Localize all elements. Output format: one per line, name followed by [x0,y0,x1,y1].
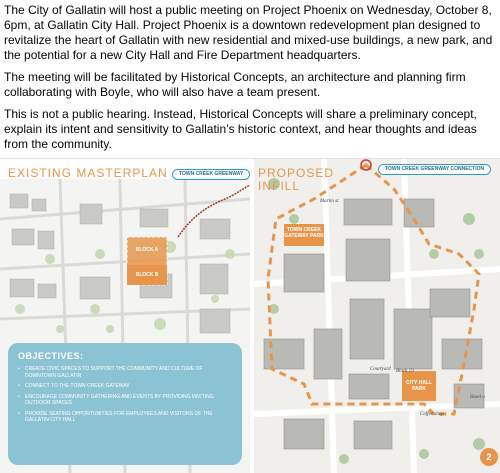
objective-item: • CREATE CIVIC SPACES TO SUPPORT THE COMMUNITY AND CULTURE OF DOWNTOWN GALLATIN [18,366,232,379]
block-a-label: BLOCK A [135,247,159,253]
objectives-title: OBJECTIVES: [18,351,84,361]
existing-masterplan-panel [0,159,250,473]
proposed-heading-line2: INFILL [258,179,301,193]
post-paragraph-2: The meeting will be facilitated by Historical Concepts, an architecture and planning firm collaborating with Boyle, who will also have a team present. [4,70,466,99]
proposed-infill-heading [258,167,348,193]
objective-item: • CONNECT TO THE TOWN CREEK GATEWAY [18,383,232,390]
block-19-label: Block 19 [396,369,414,374]
page-number-badge: 2 [480,448,498,466]
proposed-infill-panel [254,159,500,473]
objective-item: • PROVIDE SEATING OPPORTUNITIES FOR EMPLOYEES AND VISITORS OF THE GALLATIN CITY HALL [18,411,232,424]
city-hall-park-label: CITY HALL PARK [405,380,433,392]
courtyard-label: Courtyard [370,367,391,372]
proposed-heading-line1: PROPOSED [258,166,335,180]
post-paragraph-3: This is not a public hearing. Instead, Historical Concepts will share a preliminary concept, explain its intent and sensitivity to Gallatin’s historic context, and hear thoughts and ideas from the community. [4,107,477,151]
greenway-connection-label: TOWN CREEK GREENWAY CONNECTION [378,164,491,175]
objectives-list [18,366,232,424]
gateway-park-label: TOWN CREEK GATEWAY PARK [284,227,324,239]
martin-street-label: Martin st [320,199,339,204]
town-creek-greenway-label: TOWN CREEK GREENWAY [172,169,250,180]
coffee-shop-label: Coffee shop [420,412,444,417]
post-image[interactable] [0,158,500,473]
post-text [4,3,498,159]
hotel-label: Hotel o [470,395,485,400]
objectives-box [8,343,242,465]
post-paragraph-1: The City of Gallatin will host a public meeting on Project Phoenix on Wednesday, October 8, 6pm, at Gallatin City Hall. Project Phoenix is a downtown redevelopment plan designed to revitalize the heart of Gallatin with new residential and mixed-use buildings, a new park, and the potential for a new City Hall and Fire Department headquarters. [4,3,493,62]
proposed-infill-map [254,159,500,473]
existing-masterplan-heading: EXISTING MASTERPLAN [8,166,168,180]
block-b-label: BLOCK B [135,272,159,278]
objective-item: • ENCOURAGE COMMUNITY GATHERING AND EVENTS BY PROVIDING INVITING OUTDOOR SPACES [18,394,232,407]
